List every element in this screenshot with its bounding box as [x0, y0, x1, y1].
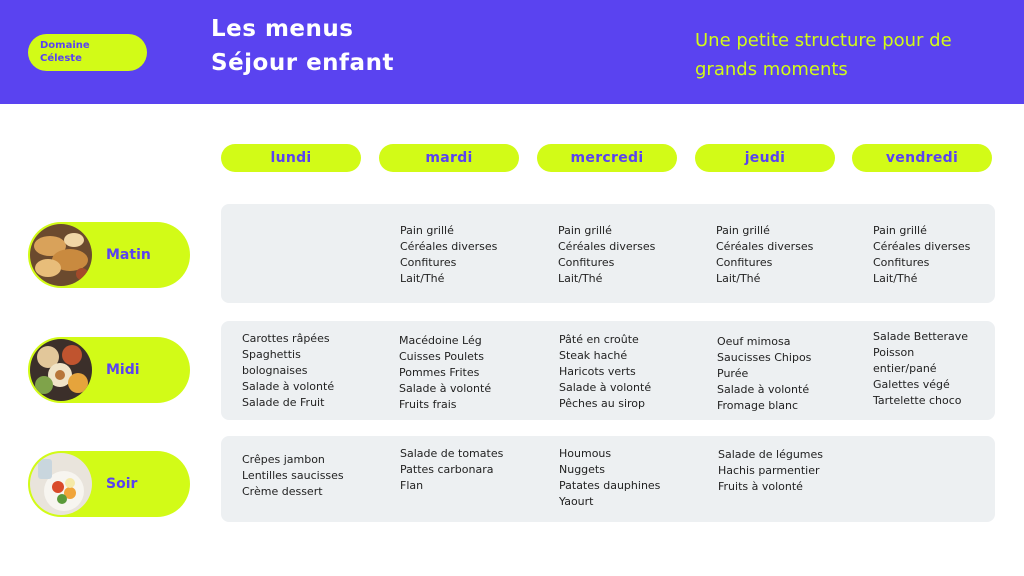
menu-cell-matin-mercredi: [558, 223, 655, 287]
menu-item: Lait/Thé: [716, 272, 761, 285]
tagline-line-2: grands moments: [695, 59, 848, 80]
menu-item: Céréales diverses: [716, 240, 814, 253]
menu-item: Flan: [400, 479, 424, 492]
menu-item: Fruits à volonté: [718, 480, 803, 493]
menu-item: Confitures: [716, 256, 773, 269]
menu-item: Salade Betterave: [873, 330, 969, 343]
menu-item: Pommes Frites: [399, 366, 480, 379]
menu-item: Céréales diverses: [400, 240, 498, 253]
menu-item: Macédoine Lég: [399, 334, 482, 347]
menu-item: Lait/Thé: [558, 272, 603, 285]
menu-item: Pêches au sirop: [559, 397, 646, 410]
menu-item: Pattes carbonara: [400, 463, 494, 476]
day-header-mercredi: mercredi: [537, 144, 677, 172]
day-header-jeudi: jeudi: [695, 144, 835, 172]
menu-item: Oeuf mimosa: [717, 335, 791, 348]
day-header-vendredi: vendredi: [852, 144, 992, 172]
menu-item: Céréales diverses: [558, 240, 656, 253]
menu-item: Fromage blanc: [717, 399, 799, 412]
menu-item: Lait/Thé: [400, 272, 445, 285]
menu-item: Cuisses Poulets: [399, 350, 484, 363]
menu-item: Salade de tomates: [400, 447, 504, 460]
menu-item: Saucisses Chipos: [717, 351, 812, 364]
menu-item: Confitures: [400, 256, 457, 269]
menu-item: Tartelette choco: [873, 394, 962, 407]
menu-item: Salade à volonté: [242, 380, 335, 393]
brand-line-2: Céleste: [40, 53, 82, 64]
menu-item: entier/pané: [873, 362, 937, 375]
dinner-photo-icon: [30, 453, 92, 515]
menu-item: Crème dessert: [242, 485, 323, 498]
menu-item: Nuggets: [559, 463, 605, 476]
menu-cell-midi-vendredi: [873, 329, 968, 409]
menu-item: Confitures: [873, 256, 930, 269]
meal-label-matin: [28, 222, 190, 288]
title-line-1: Les menus: [211, 16, 354, 42]
menu-cell-soir-mardi: [400, 446, 503, 494]
menu-item: Haricots verts: [559, 365, 636, 378]
menu-item: Houmous: [559, 447, 612, 460]
day-header-lundi: lundi: [221, 144, 361, 172]
menu-item: Crêpes jambon: [242, 453, 325, 466]
menu-item: Hachis parmentier: [718, 464, 820, 477]
meal-label-text: Midi: [106, 362, 140, 378]
menu-item: Poisson: [873, 346, 915, 359]
meal-label-text: Soir: [106, 476, 138, 492]
brand-line-1: Domaine: [40, 40, 90, 51]
menu-cell-midi-mardi: [399, 333, 491, 413]
menu-item: Patates dauphines: [559, 479, 661, 492]
menu-cell-midi-lundi: [242, 331, 334, 411]
menu-item: Salade de Fruit: [242, 396, 325, 409]
menu-item: Céréales diverses: [873, 240, 971, 253]
breakfast-photo-icon: [30, 224, 92, 286]
menu-item: Pain grillé: [558, 224, 612, 237]
title-line-2: Séjour enfant: [211, 50, 394, 76]
menu-cell-midi-jeudi: [717, 334, 811, 414]
menu-item: Salade de légumes: [718, 448, 824, 461]
menu-item: Salade à volonté: [559, 381, 652, 394]
meal-label-soir: [28, 451, 190, 517]
menu-item: Pain grillé: [873, 224, 927, 237]
menu-cell-soir-mercredi: [559, 446, 660, 510]
brand-badge: [28, 34, 147, 71]
meal-label-text: Matin: [106, 247, 151, 263]
menu-item: Purée: [717, 367, 749, 380]
day-header-mardi: mardi: [379, 144, 519, 172]
menu-item: Galettes végé: [873, 378, 950, 391]
menu-item: Spaghettis: [242, 348, 301, 361]
menu-item: Salade à volonté: [717, 383, 810, 396]
menu-item: Yaourt: [559, 495, 594, 508]
menu-item: Steak haché: [559, 349, 628, 362]
menu-item: Pain grillé: [716, 224, 770, 237]
menu-item: Lentilles saucisses: [242, 469, 344, 482]
menu-item: Salade à volonté: [399, 382, 492, 395]
menu-item: Fruits frais: [399, 398, 457, 411]
menu-item: Pâté en croûte: [559, 333, 639, 346]
menu-item: Pain grillé: [400, 224, 454, 237]
tagline-line-1: Une petite structure pour de: [695, 30, 952, 51]
menu-cell-matin-jeudi: [716, 223, 813, 287]
tagline: [695, 26, 995, 84]
menu-cell-matin-vendredi: [873, 223, 970, 287]
menu-item: Confitures: [558, 256, 615, 269]
header-banner: [0, 0, 1024, 104]
meal-label-midi: [28, 337, 190, 403]
lunch-photo-icon: [30, 339, 92, 401]
menu-cell-soir-lundi: [242, 452, 344, 500]
menu-item: Lait/Thé: [873, 272, 918, 285]
menu-item: Carottes râpées: [242, 332, 330, 345]
page-title: [211, 12, 394, 80]
menu-cell-matin-mardi: [400, 223, 497, 287]
menu-cell-soir-jeudi: [718, 447, 823, 495]
menu-item: bolognaises: [242, 364, 308, 377]
menu-cell-midi-mercredi: [559, 332, 651, 412]
